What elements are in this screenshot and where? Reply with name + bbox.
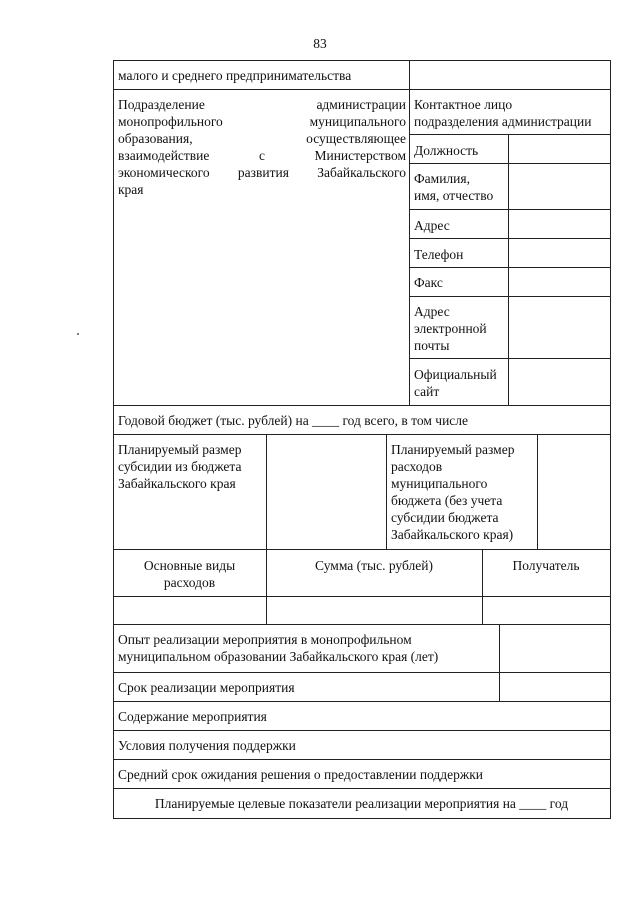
website-label: сайт (414, 384, 440, 399)
website-label: Официальный (414, 367, 497, 382)
regional-subsidy-label: Забайкальского края (118, 476, 236, 491)
email-label: почты (414, 338, 450, 353)
grid-line (113, 60, 611, 61)
division-line: образования, осуществляющее (118, 131, 406, 146)
municipal-expense-label: Планируемый размер (391, 442, 515, 457)
regional-subsidy-label: субсидии из бюджета (118, 459, 242, 474)
grid-line (409, 163, 611, 164)
content-label: Содержание мероприятия (118, 709, 267, 724)
experience-label: Опыт реализации мероприятия в монопрофильном (118, 632, 412, 647)
division-line: Подразделение администрации (118, 97, 406, 112)
waiting-label: Средний срок ожидания решения о предоставлении поддержки (118, 767, 484, 782)
grid-line (409, 60, 410, 406)
division-line: монопрофильного муниципального (118, 114, 406, 129)
sum-header: Сумма (тыс. рублей) (315, 558, 433, 573)
grid-line (113, 788, 611, 789)
grid-line (409, 134, 611, 135)
grid-line (113, 672, 611, 673)
grid-line (409, 238, 611, 239)
regional-subsidy-label: Планируемый размер (118, 442, 242, 457)
grid-line (409, 358, 611, 359)
term-label: Срок реализации мероприятия (118, 680, 295, 695)
municipal-expense-label: субсидии бюджета (391, 510, 499, 525)
fax-label: Факс (414, 275, 443, 290)
contact-header-line: подразделения администрации (414, 114, 592, 129)
grid-line (508, 134, 509, 406)
grid-line (409, 267, 611, 268)
email-label: Адрес (414, 304, 450, 319)
grid-line (113, 759, 611, 760)
grid-line (409, 209, 611, 210)
grid-line (113, 596, 611, 597)
municipal-expense-label: муниципального (391, 476, 488, 491)
full-name-label: Фамилия, (414, 171, 470, 186)
address-label: Адрес (414, 218, 450, 233)
municipal-expense-label: Забайкальского края) (391, 527, 514, 542)
grid-line (113, 730, 611, 731)
page-number: 83 (313, 36, 327, 51)
phone-label: Телефон (414, 247, 464, 262)
expense-types-header: расходов (163, 575, 216, 590)
grid-line (113, 405, 611, 406)
grid-line (113, 624, 611, 625)
grid-line (113, 89, 611, 90)
division-line: экономического развития Забайкальского (118, 165, 406, 180)
grid-line (537, 434, 538, 550)
conditions-label: Условия получения поддержки (118, 738, 296, 753)
recipient-header: Получатель (512, 558, 580, 573)
top-row-label: малого и среднего предпринимательства (118, 68, 352, 83)
municipal-expense-label: бюджета (без учета (391, 493, 503, 508)
grid-line (386, 434, 387, 550)
experience-label: муниципальном образовании Забайкальского края (лет) (118, 649, 439, 664)
grid-line (113, 818, 611, 819)
grid-line (113, 60, 114, 819)
email-label: электронной (414, 321, 487, 336)
full-name-label: имя, отчество (414, 188, 494, 203)
division-line: взаимодействие с Министерством (118, 148, 406, 163)
grid-line (266, 434, 267, 625)
targets-label: Планируемые целевые показатели реализации мероприятия на ____ год (154, 796, 569, 811)
scan-speck (77, 333, 79, 335)
annual-budget-label: Годовой бюджет (тыс. рублей) на ____ год всего, в том числе (118, 413, 469, 428)
division-line: края (118, 182, 144, 197)
grid-line (610, 60, 611, 819)
grid-line (113, 701, 611, 702)
position-label: Должность (414, 143, 479, 158)
grid-line (409, 296, 611, 297)
municipal-expense-label: расходов (391, 459, 443, 474)
contact-header-line: Контактное лицо (414, 97, 513, 112)
grid-line (499, 624, 500, 702)
expense-types-header: Основные виды (143, 558, 236, 573)
